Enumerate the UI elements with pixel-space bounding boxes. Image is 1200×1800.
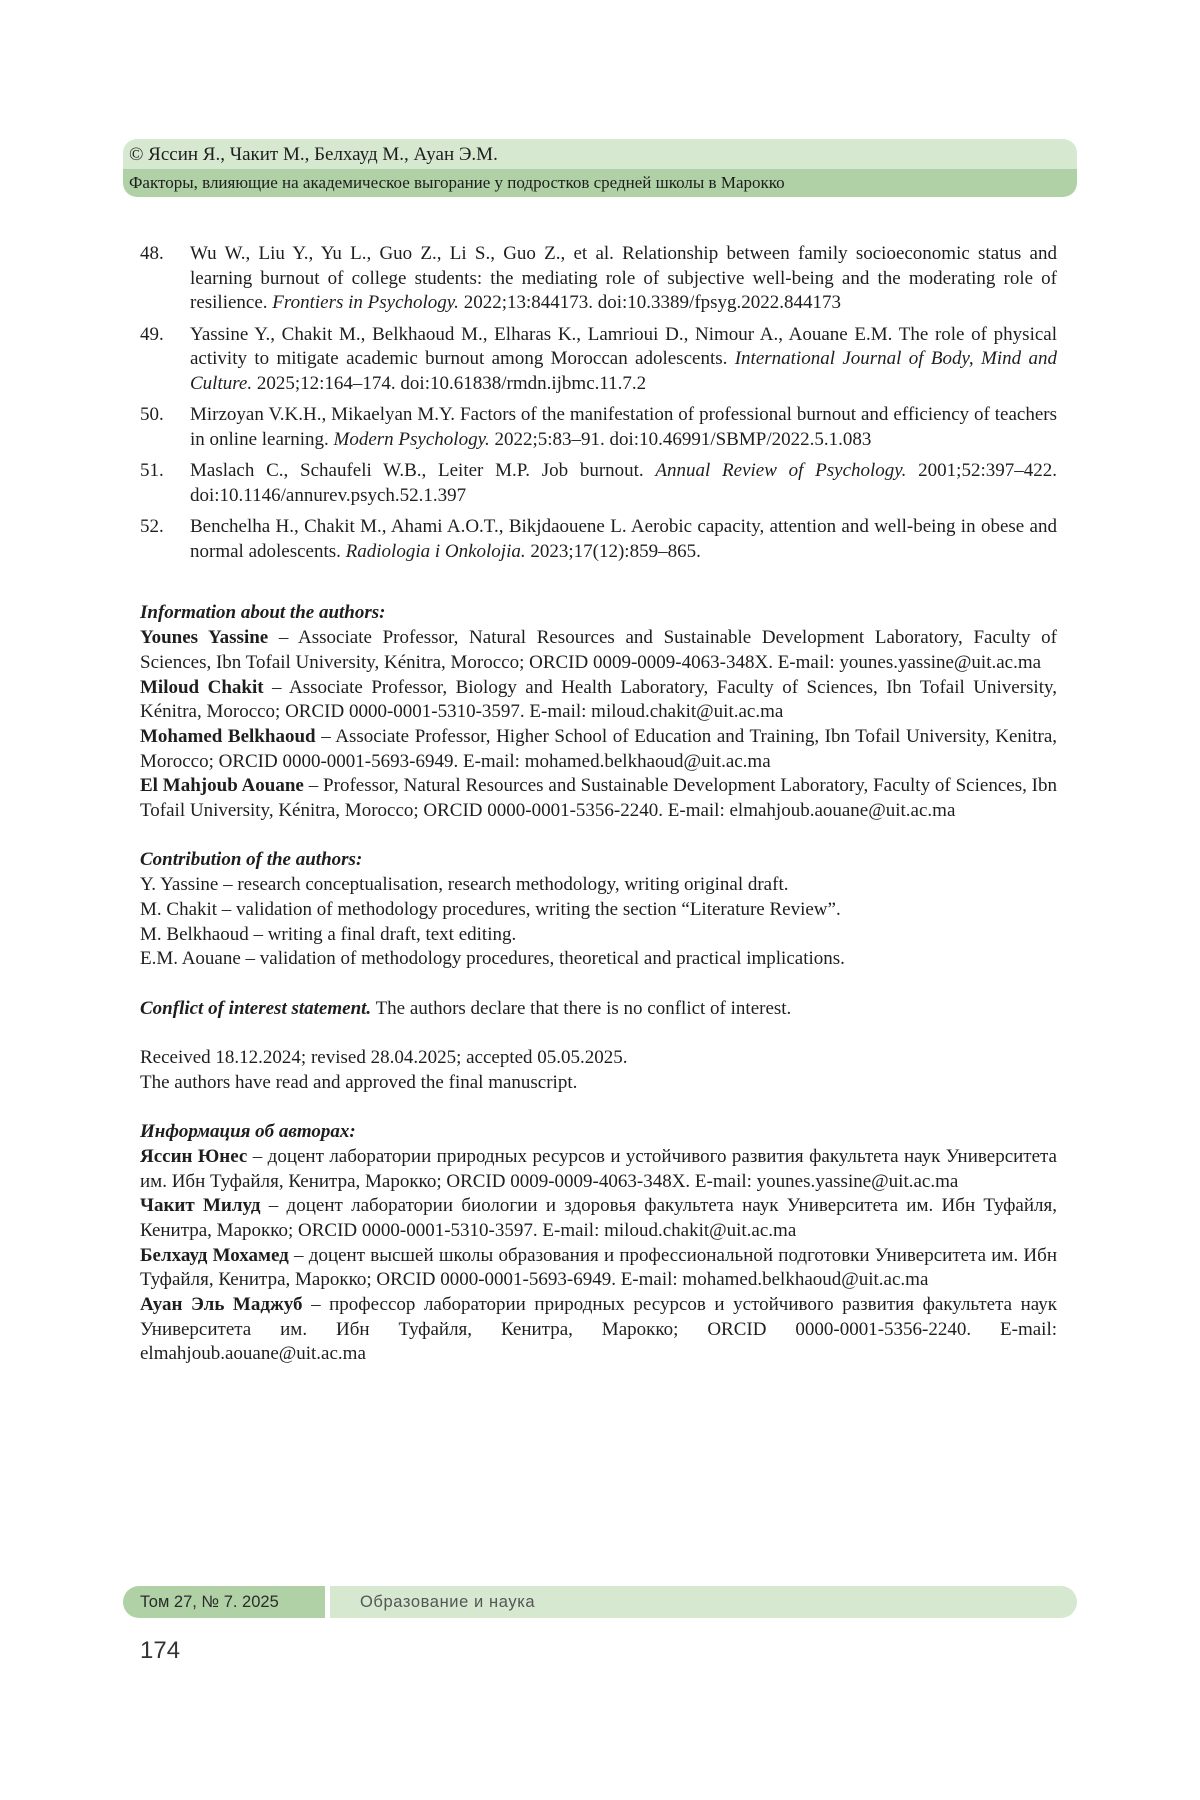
- conflict-statement: [140, 997, 1057, 1022]
- reference-journal: International Journal of Body, Mind and Culture.: [190, 348, 1057, 395]
- reference-citation: Wu W., Liu Y., Yu L., Guo Z., Li S., Guo Z., et al. Relationship between family socioeconomic status and learning burnout of college students: the mediating role of subjective well-being and the moderating role of resilience.: [190, 243, 1057, 314]
- author-entry: [140, 1244, 1057, 1293]
- author-name: Чакит Милуд: [140, 1195, 261, 1217]
- author-details: – Associate Professor, Natural Resources and Sustainable Development Laboratory, Faculty of Sciences, Ibn Tofail University, Kénitra, Morocco; ORCID 0009-0009-4063-348X. E-mail: younes.yassine@uit.ac.ma: [140, 627, 1057, 673]
- authors-info-ru-heading: Информация об авторах:: [140, 1121, 356, 1143]
- contribution-item: M. Chakit – validation of methodology procedures, writing the section “Literature Review”.: [140, 898, 841, 920]
- reference-item: [140, 459, 1057, 508]
- reference-number: 49.: [140, 323, 164, 345]
- reference-citation: Mirzoyan V.K.H., Mikaelyan M.Y. Factors of the manifestation of professional burnout and efficiency of teachers in online learning.: [190, 404, 1057, 450]
- reference-item: [140, 323, 1057, 397]
- author-name: Яссин Юнес: [140, 1145, 248, 1167]
- author-entry: [140, 626, 1057, 675]
- author-entry: [140, 1194, 1057, 1243]
- author-entry: [140, 774, 1057, 823]
- author-details: – Professor, Natural Resources and Sustainable Development Laboratory, Faculty of Sciences, Ibn Tofail University, Kénitra, Morocco; ORCID 0000-0001-5356-2240. E-mail: elmahjoub.aouane@uit.ac.ma: [140, 775, 1058, 822]
- authors-info-en-section: [140, 601, 1057, 823]
- page-content: [140, 242, 1057, 1367]
- author-entry: [140, 676, 1057, 725]
- conflict-heading: Conflict of interest statement.: [140, 997, 372, 1019]
- reference-citation: Yassine Y., Chakit M., Belkhaoud M., Elharas K., Lamrioui D., Nimour A., Aouane E.M. The role of physical activity to mitigate academic burnout among Moroccan adolescents.: [190, 323, 1057, 370]
- reference-number: 48.: [140, 243, 164, 264]
- reference-number: 52.: [140, 516, 164, 538]
- reference-citation: Benchelha H., Chakit M., Ahami A.O.T., Bikjdaouene L. Aerobic capacity, attention and well-being in obese and normal adolescents.: [190, 516, 1057, 562]
- reference-item: [140, 403, 1057, 452]
- reference-details: 2001;52:397–422. doi:10.1146/annurev.psych.52.1.397: [190, 460, 1057, 506]
- author-name: Younes Yassine: [140, 627, 269, 649]
- reference-list: [140, 242, 1057, 564]
- contribution-item: Y. Yassine – research conceptualisation, research methodology, writing original draft.: [140, 874, 789, 896]
- reference-text: [190, 459, 1057, 508]
- authors-info-ru-section: [140, 1120, 1057, 1367]
- issue-label: Том 27, № 7. 2025: [123, 1586, 325, 1618]
- contribution-item: E.M. Aouane – validation of methodology procedures, theoretical and practical implications.: [140, 948, 845, 970]
- author-entry: [140, 725, 1057, 774]
- author-name: Mohamed Belkhaoud: [140, 725, 316, 747]
- approval-note: The authors have read and approved the final manuscript.: [140, 1071, 578, 1093]
- author-details: – доцент высшей школы образования и профессиональной подготовки Университета им. Ибн Туфайля, Кенитра, Марокко; ORCID 0000-0001-5693-6949. E-mail: mohamed.belkhaoud@uit.ac.ma: [140, 1244, 1057, 1291]
- reference-citation: Maslach C., Schaufeli W.B., Leiter M.P. Job burnout.: [190, 460, 656, 482]
- author-details: – Associate Professor, Higher School of Education and Training, Ibn Tofail University, Kenitra, Morocco; ORCID 0000-0001-5693-6949. E-mail: mohamed.belkhaoud@uit.ac.ma: [140, 725, 1057, 772]
- contribution-item: M. Belkhaoud – writing a final draft, text editing.: [140, 923, 517, 945]
- author-details: – доцент лаборатории биологии и здоровья факультета наук Университета им. Ибн Туфайля, Кенитра, Марокко; ORCID 0000-0001-5310-3597. E-mail: miloud.chakit@uit.ac.ma: [140, 1195, 1057, 1241]
- conflict-text: The authors declare that there is no conflict of interest.: [371, 997, 792, 1019]
- reference-journal: Radiologia i Onkolojia.: [345, 540, 526, 562]
- author-details: – профессор лаборатории природных ресурсов и устойчивого развития факультета наук Университета им. Ибн Туфайля, Кенитра, Марокко; ORCID 0000-0001-5356-2240. E-mail: elmahjoub.aouane@uit.ac.ma: [140, 1294, 1058, 1365]
- page-number: 174: [140, 1637, 181, 1664]
- author-entry: [140, 1293, 1057, 1367]
- reference-item: [140, 515, 1057, 564]
- reference-details: 2022;13:844173. doi:10.3389/fpsyg.2022.844173: [458, 292, 842, 314]
- author-name: El Mahjoub Aouane: [140, 775, 304, 797]
- author-entry: [140, 1145, 1057, 1194]
- journal-name: Образование и наука: [330, 1586, 1077, 1618]
- contribution-heading: Contribution of the authors:: [140, 849, 363, 871]
- reference-journal: Annual Review of Psychology.: [655, 460, 907, 482]
- running-header: [123, 139, 1077, 197]
- reference-journal: Modern Psychology.: [333, 428, 490, 450]
- reference-details: 2023;17(12):859–865.: [525, 540, 701, 562]
- author-name: Ауан Эль Маджуб: [140, 1294, 303, 1316]
- reference-item: [140, 242, 1057, 316]
- author-name: Белхауд Мохамед: [140, 1244, 289, 1266]
- received-dates: Received 18.12.2024; revised 28.04.2025; accepted 05.05.2025.: [140, 1047, 628, 1069]
- reference-text: [190, 242, 1057, 316]
- reference-details: 2022;5:83–91. doi:10.46991/SBMP/2022.5.1.083: [489, 428, 872, 450]
- contribution-section: [140, 848, 1057, 972]
- dates-section: [140, 1046, 1057, 1095]
- header-authors: © Яссин Я., Чакит М., Белхауд М., Ауан Э.М.: [123, 139, 1077, 169]
- page-footer: [123, 1586, 1077, 1618]
- header-article-title: Факторы, влияющие на академическое выгорание у подростков средней школы в Марокко: [123, 169, 1077, 197]
- author-details: – Associate Professor, Biology and Health Laboratory, Faculty of Sciences, Ibn Tofail University, Kénitra, Morocco; ORCID 0000-0001-5310-3597. E-mail: miloud.chakit@uit.ac.ma: [140, 676, 1058, 723]
- author-name: Miloud Chakit: [140, 676, 264, 698]
- author-details: – доцент лаборатории природных ресурсов и устойчивого развития факультета наук Университета им. Ибн Туфайля, Кенитра, Марокко; ORCID 0009-0009-4063-348X. E-mail: younes.yassine@uit.ac.ma: [140, 1145, 1057, 1192]
- reference-text: [190, 323, 1057, 397]
- reference-number: 51.: [140, 460, 164, 482]
- authors-info-en-heading: Information about the authors:: [140, 602, 386, 624]
- reference-number: 50.: [140, 404, 164, 426]
- reference-text: [190, 403, 1057, 452]
- reference-details: 2025;12:164–174. doi:10.61838/rmdn.ijbmc.11.7.2: [252, 373, 647, 395]
- reference-text: [190, 515, 1057, 564]
- conflict-paragraph: [140, 997, 1057, 1022]
- reference-journal: Frontiers in Psychology.: [272, 292, 459, 314]
